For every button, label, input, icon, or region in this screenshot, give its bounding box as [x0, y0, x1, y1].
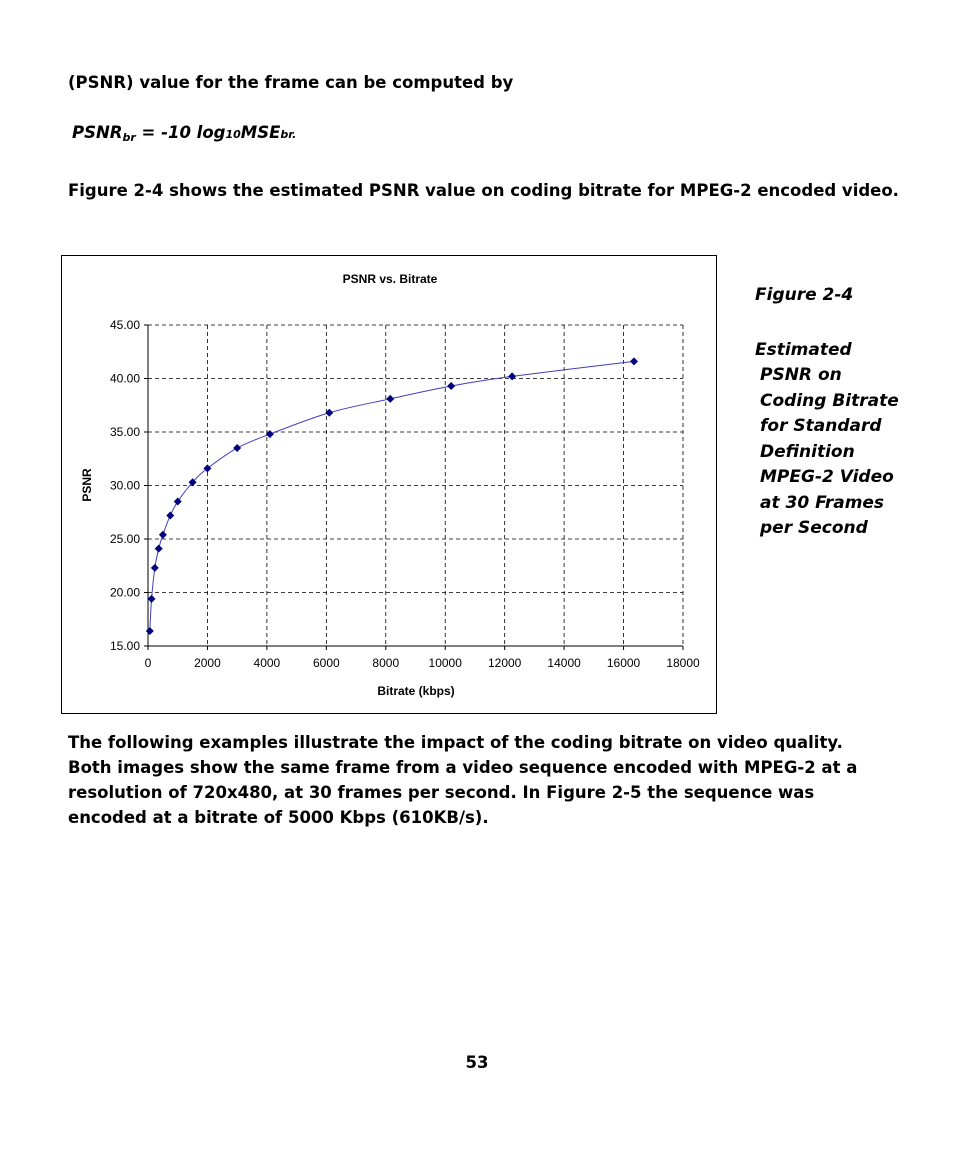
y-tick-labels — [110, 318, 140, 653]
x-tick-label: 14000 — [547, 656, 581, 670]
x-tick-label: 10000 — [428, 656, 462, 670]
intro-line: (PSNR) value for the frame can be computed by — [68, 73, 514, 92]
y-tick-label: 40.00 — [109, 371, 140, 386]
x-tick-label: 16000 — [606, 656, 641, 670]
x-tick-label: 0 — [144, 656, 152, 670]
data-point-marker — [151, 564, 159, 572]
data-point-marker — [508, 372, 516, 380]
examples-paragraph: The following examples illustrate the impact of the coding bitrate on video quality. Both images show the same frame from a video sequence encoded with MPEG-2 at a resolution of 720x480, at 30 frames per second. In Figure 2-5 the sequence was encoded at a bitrate of 5000 Kbps (610KB/s). — [68, 733, 858, 827]
x-tick-label: 2000 — [194, 656, 221, 670]
x-tick-label: 8000 — [372, 656, 400, 670]
data-point-marker — [148, 595, 156, 603]
psnr-formula — [72, 123, 296, 144]
chart-title: PSNR vs. Bitrate — [342, 272, 438, 286]
x-axis-label: Bitrate (kbps) — [377, 684, 455, 698]
data-point-marker — [146, 627, 154, 635]
figure-reference-paragraph: Figure 2-4 shows the estimated PSNR value on coding bitrate for MPEG-2 encoded video. — [68, 181, 899, 200]
x-tick-label: 4000 — [253, 656, 281, 670]
data-point-marker — [386, 395, 394, 403]
figure-caption — [755, 283, 905, 542]
x-tick-label: 18000 — [666, 656, 700, 670]
grid-lines — [148, 325, 683, 646]
x-tick-labels — [145, 656, 700, 670]
formula-log-base: 10 — [225, 128, 241, 141]
page-number: 53 — [465, 1053, 489, 1072]
data-point-marker — [233, 444, 241, 452]
formula-lhs: PSNR — [72, 123, 123, 142]
y-tick-label: 20.00 — [109, 585, 140, 600]
y-axis-label: PSNR — [80, 468, 94, 502]
data-point-marker — [166, 511, 174, 519]
series-line — [150, 361, 634, 631]
caption-body: Estimated PSNR on Coding Bitrate for Standard Definition MPEG-2 Video at 30 Frames per Second — [755, 339, 899, 538]
formula-rhs-subscript: br. — [280, 128, 297, 141]
chart-axes — [144, 325, 683, 650]
x-tick-label: 6000 — [312, 656, 340, 670]
y-tick-label: 25.00 — [109, 532, 140, 546]
y-tick-label: 45.00 — [109, 318, 140, 332]
data-point-marker — [174, 498, 182, 506]
data-point-marker — [159, 531, 167, 539]
formula-lhs-subscript: br — [122, 131, 136, 144]
y-tick-label: 15.00 — [109, 639, 140, 653]
data-point-marker — [447, 382, 455, 390]
data-point-marker — [155, 545, 163, 553]
formula-rhs-prefix: = -10 log — [135, 123, 226, 142]
y-tick-label: 30.00 — [109, 478, 140, 493]
y-tick-label: 35.00 — [109, 425, 140, 439]
caption-title: Figure 2-4 — [755, 285, 854, 305]
x-tick-label: 12000 — [487, 656, 522, 670]
psnr-bitrate-chart — [62, 256, 715, 712]
data-point-marker — [630, 357, 638, 365]
chart-frame — [61, 255, 717, 714]
formula-rhs-main: MSE — [240, 123, 281, 142]
